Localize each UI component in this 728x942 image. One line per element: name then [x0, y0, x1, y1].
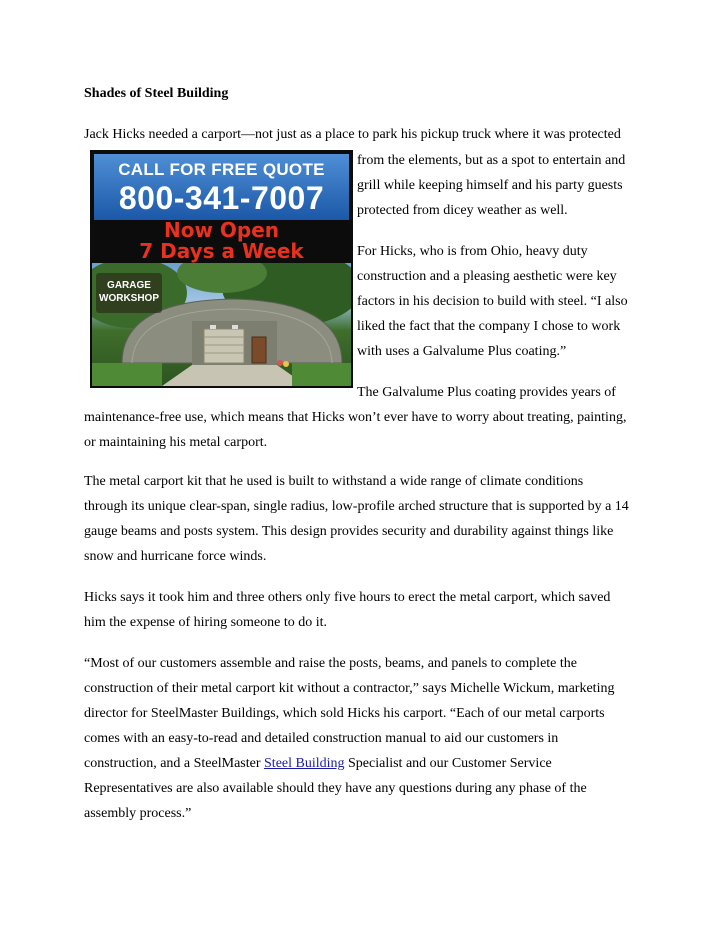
paragraph-5-line-1: Hicks says it took him and three others only five hours to erect the metal carport, which saved [84, 590, 611, 605]
paragraph-3-line-1: The Galvalume Plus coating provides years of [357, 385, 616, 400]
paragraph-3-line-3: or maintaining his metal carport. [84, 435, 268, 450]
paragraph-4-line-2: through its unique clear-span, single radius, low-profile arched structure that is supported by a 14 [84, 499, 629, 514]
paragraph-6-line-7: assembly process.” [84, 806, 192, 821]
ad-call-text: CALL FOR FREE QUOTE [118, 160, 325, 179]
paragraph-2-line-1: For Hicks, who is from Ohio, heavy duty [357, 244, 588, 259]
ad-now-open-text: Now Open [163, 218, 280, 242]
paragraph-4-line-3: gauge beams and posts system. This design provides security and durability against things like [84, 524, 614, 539]
paragraph-6-line-5 [84, 756, 552, 772]
paragraph-2-line-3: factors in his decision to build with steel. “I also [357, 294, 628, 309]
paragraph-4-line-4: snow and hurricane force winds. [84, 549, 267, 564]
paragraph-1-line-2: from the elements, but as a spot to entertain and [357, 153, 626, 168]
paragraph-1-line-4: protected from dicey weather as well. [357, 203, 568, 218]
paragraph-6-line-6: Representatives are also available should they have any questions during any phase of the [84, 781, 587, 796]
paragraph-2-line-2: construction and a pleasing aesthetic were key [357, 269, 617, 284]
paragraph-2-line-4: liked the fact that the company I chose to work [357, 319, 621, 334]
paragraph-1-line-3: grill while keeping himself and his party guests [357, 178, 623, 193]
paragraph-4-line-1: The metal carport kit that he used is built to withstand a wide range of climate conditions [84, 474, 584, 489]
document-title: Shades of Steel Building [84, 86, 229, 101]
ad-days-text: 7 Days a Week [139, 239, 304, 263]
paragraph-6-line-5-after: Specialist and our Customer Service [344, 756, 552, 771]
paragraph-6-line-2: construction of their metal carport kit without a contractor,” says Michelle Wickum, marketing [84, 681, 615, 696]
ad-phone-number: 800-341-7007 [118, 180, 325, 216]
paragraph-6-line-3: director for SteelMaster Buildings, which sold Hicks his carport. “Each of our metal carports [84, 706, 605, 721]
paragraph-6-line-1: “Most of our customers assemble and raise the posts, beams, and panels to complete the [84, 656, 577, 671]
garage-photo [92, 263, 351, 386]
paragraph-3-line-2: maintenance-free use, which means that Hicks won’t ever have to worry about treating, painting, [84, 410, 627, 425]
paragraph-1-line-1: Jack Hicks needed a carport—not just as a place to park his pickup truck where it was protected [84, 127, 621, 142]
ad-badge: GARAGE WORKSHOP [96, 273, 162, 313]
ad-quote-banner [94, 154, 349, 220]
steel-building-link[interactable]: Steel Building [264, 756, 345, 771]
paragraph-5-line-2: him the expense of hiring someone to do it. [84, 615, 328, 630]
paragraph-6-line-4: comes with an easy-to-read and detailed construction manual to aid our customers in [84, 731, 559, 746]
advertisement-image[interactable] [90, 150, 353, 388]
paragraph-6-line-5-before: construction, and a SteelMaster [84, 756, 265, 771]
paragraph-2-line-5: with uses a Galvalume Plus coating.” [357, 344, 567, 359]
